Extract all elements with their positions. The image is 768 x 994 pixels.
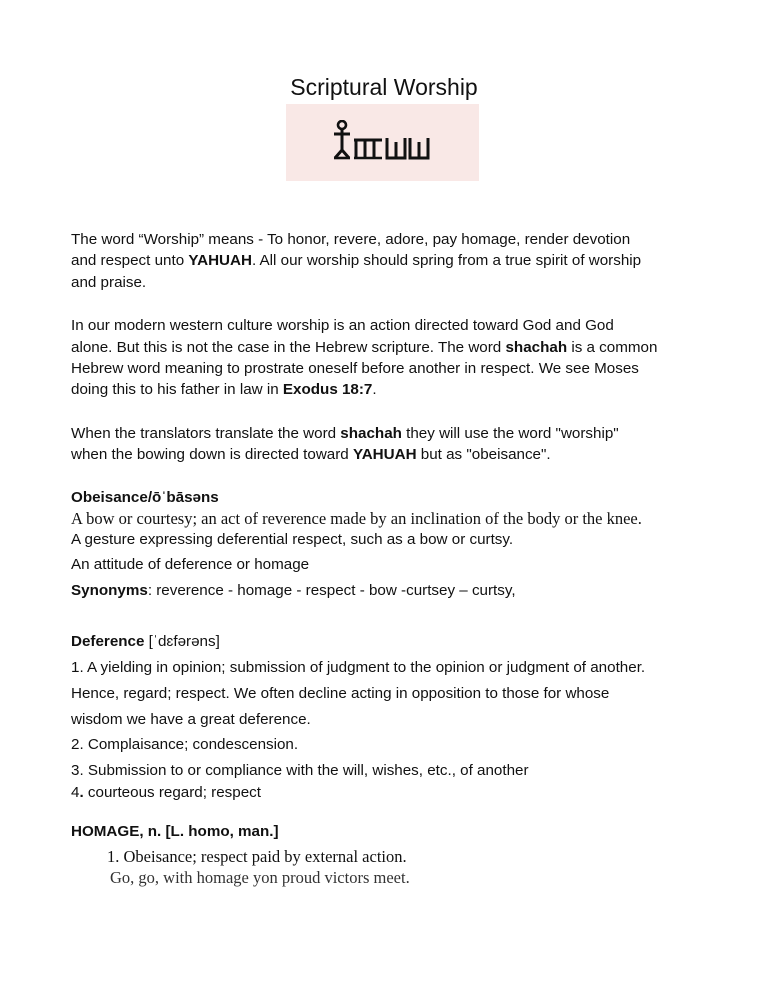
page-title: Scriptural Worship	[290, 74, 478, 100]
yahuah-bold-2: YAHUAH	[352, 446, 417, 463]
homage-line-2: Go, go, with homage yon proud victors meet.	[110, 868, 410, 887]
deference-line-1: 1. A yielding in opinion; submission of judgment to the opinion or judgment of another.	[71, 659, 646, 676]
homage-line-1: 1. Obeisance; respect paid by external action.	[107, 847, 407, 866]
deference-line-6: 4. courteous regard; respect	[71, 784, 261, 801]
yahuah-bold: YAHUAH	[188, 252, 252, 269]
synonyms-label: Synonyms	[71, 582, 148, 599]
paleo-hebrew-yahuah-icon	[332, 120, 432, 164]
synonyms-line: Synonyms: reverence - homage - respect - bow -curtsey – curtsy,	[71, 582, 516, 599]
intro-line-1: The word “Worship” means - To honor, revere, adore, pay homage, render devotion	[71, 231, 631, 248]
deference-line-5: 3. Submission to or compliance with the will, wishes, etc., of another	[71, 762, 529, 779]
intro-line-2: and respect unto YAHUAH. All our worship should spring from a true spirit of worship	[71, 252, 642, 269]
deference-heading: Deference	[71, 633, 145, 650]
western-line-2: alone. But this is not the case in the Hebrew scripture. The word shachah is a common	[71, 339, 658, 356]
exodus-ref-bold: Exodus 18:7	[282, 381, 373, 398]
translators-line-2: when the bowing down is directed toward YAHUAH but as "obeisance".	[71, 446, 551, 463]
logo-box	[286, 104, 479, 181]
obeisance-def-3: An attitude of deference or homage	[71, 556, 310, 573]
deference-line-2: Hence, regard; respect. We often decline acting in opposition to those for whose	[71, 685, 610, 702]
deference-line-4: 2. Complaisance; condescension.	[71, 736, 299, 753]
shachah-bold-2: shachah	[340, 425, 402, 442]
western-line-3: Hebrew word meaning to prostrate oneself before another in respect. We see Moses	[71, 360, 639, 377]
deference-pronunciation: [ˈdɛfərəns]	[144, 633, 220, 650]
obeisance-heading: Obeisance/ōˈbāsəns	[71, 489, 219, 506]
deference-heading-line	[71, 633, 220, 650]
shachah-bold: shachah	[505, 339, 568, 356]
homage-heading: HOMAGE, n. [L. homo, man.]	[71, 823, 279, 840]
western-line-4: doing this to his father in law in Exodus 18:7.	[71, 381, 377, 398]
deference-line-3: wisdom we have a great deference.	[71, 711, 311, 728]
western-line-1: In our modern western culture worship is an action directed toward God and God	[71, 317, 614, 334]
obeisance-def-2: A gesture expressing deferential respect, such as a bow or curtsy.	[71, 531, 514, 548]
intro-line-3: and praise.	[71, 274, 147, 291]
obeisance-def-1: A bow or courtesy; an act of reverence made by an inclination of the body or the knee.	[71, 509, 642, 528]
translators-line-1: When the translators translate the word shachah they will use the word "worship"	[71, 425, 619, 442]
